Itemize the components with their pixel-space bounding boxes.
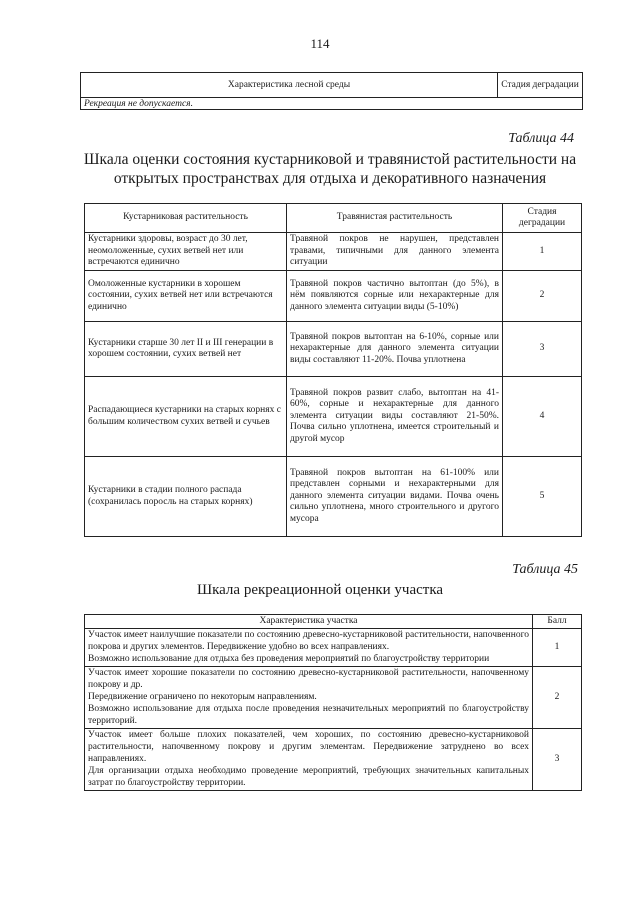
recreation-note: Рекреация не допускается. [81, 98, 583, 110]
grass-cell: Травяной покров частично вытоптан (до 5%), в нём появляются сорные или нехарактерные для данного элемента ситуации виды (5-10%) [287, 271, 503, 322]
table-row [85, 377, 582, 457]
column-header-grass: Травянистая растительность [287, 204, 503, 233]
grass-cell: Травяной покров развит слабо, вытоптан на 41-60%, сорные и нехарактерные для данного элемента ситуации виды составляют 21-50%. Почва сильно уплотнена, имеется строительный и другой мусор [287, 377, 503, 457]
shrub-cell: Распадающиеся кустарники на старых корнях с большим количеством сухих ветвей и сучьев [85, 377, 287, 457]
stage-cell: 3 [503, 322, 582, 377]
characteristic-text: Для организации отдыха необходимо проведение мероприятий, требующих значительных капитальных затрат по благоустройству территории. [88, 765, 529, 788]
table-row [85, 271, 582, 322]
characteristic-text: Передвижение ограничено по некоторым направлениям. [88, 691, 317, 702]
table-row [85, 667, 582, 729]
table-header-row [85, 615, 582, 629]
stage-cell: 2 [503, 271, 582, 322]
table-row [85, 322, 582, 377]
shrub-cell: Кустарники старше 30 лет II и III генерации в хорошем состоянии, сухих ветвей нет [85, 322, 287, 377]
shrub-cell: Кустарники здоровы, возраст до 30 лет, неомоложенные, сухих ветвей нет или встречаются единично [85, 233, 287, 271]
table-44 [84, 203, 582, 537]
column-header-characteristic: Характеристика участка [85, 615, 533, 629]
characteristic-cell [85, 629, 533, 667]
table-44-caption: Таблица 44 [508, 131, 574, 146]
score-cell: 3 [533, 729, 582, 791]
grass-cell: Травяной покров вытоптан на 61-100% или представлен сорными и нехарактерными для данного элемента ситуации видами. Почва очень сильно уплотнена, много строительного и другого мусора [287, 457, 503, 537]
table-header-row [85, 204, 582, 233]
shrub-cell: Кустарники в стадии полного распада (сохранилась поросль на старых корнях) [85, 457, 287, 537]
score-cell: 2 [533, 667, 582, 729]
grass-cell: Травяной покров не нарушен, представлен травами, типичными для данного элемента ситуации [287, 233, 503, 271]
characteristic-text: Участок имеет наилучшие показатели по состоянию древесно-кустарниковой растительности, напочвенного покрова и других элементов. Передвижение удобно во всех направлениях. [88, 630, 529, 652]
column-header-characteristic: Характеристика лесной среды [81, 73, 498, 98]
table-row [85, 729, 582, 791]
table-row [85, 233, 582, 271]
column-header-stage: Стадия деградации [503, 204, 582, 233]
stage-cell: 1 [503, 233, 582, 271]
characteristic-text: Участок имеет больше плохих показателей, чем хороших, по состоянию древесно-кустарниковой растительности, напочвенному покрову и другим элементам. Передвижение затруднено во всех направлениях. [88, 730, 529, 764]
table-45-title: Шкала рекреационной оценки участка [196, 582, 444, 598]
score-cell: 1 [533, 629, 582, 667]
table-row [85, 457, 582, 537]
characteristic-cell [85, 667, 533, 729]
characteristic-cell [85, 729, 533, 791]
table-continuation [80, 72, 583, 110]
table-row [85, 629, 582, 667]
table-45 [84, 614, 582, 791]
stage-cell: 5 [503, 457, 582, 537]
table-45-caption: Таблица 45 [512, 562, 578, 577]
column-header-score: Балл [533, 615, 582, 629]
page-number: 114 [310, 36, 330, 51]
table-44-title: Шкала оценки состояния кустарниковой и травянистой растительности на открытых пространствах для отдыха и декоративного назначения [83, 151, 577, 187]
column-header-shrub: Кустарниковая растительность [85, 204, 287, 233]
column-header-stage: Стадия деградации [498, 73, 583, 98]
shrub-cell: Омоложенные кустарники в хорошем состоянии, сухих ветвей нет или встречаются единично [85, 271, 287, 322]
characteristic-text: Возможно использование для отдыха без проведения мероприятий по благоустройству территории [88, 653, 490, 664]
table-header-row [81, 73, 583, 98]
stage-cell: 4 [503, 377, 582, 457]
characteristic-text: Возможно использование для отдыха после проведения незначительных мероприятий по благоустройству территорий. [88, 703, 529, 726]
grass-cell: Травяной покров вытоптан на 6-10%, сорные или нехарактерные для данного элемента ситуации виды составляют 11-20%. Почва уплотнена [287, 322, 503, 377]
table-row [81, 98, 583, 110]
characteristic-text: Участок имеет хорошие показатели по состоянию древесно-кустарниковой растительности, напочвенному покрову и др. [88, 668, 529, 691]
